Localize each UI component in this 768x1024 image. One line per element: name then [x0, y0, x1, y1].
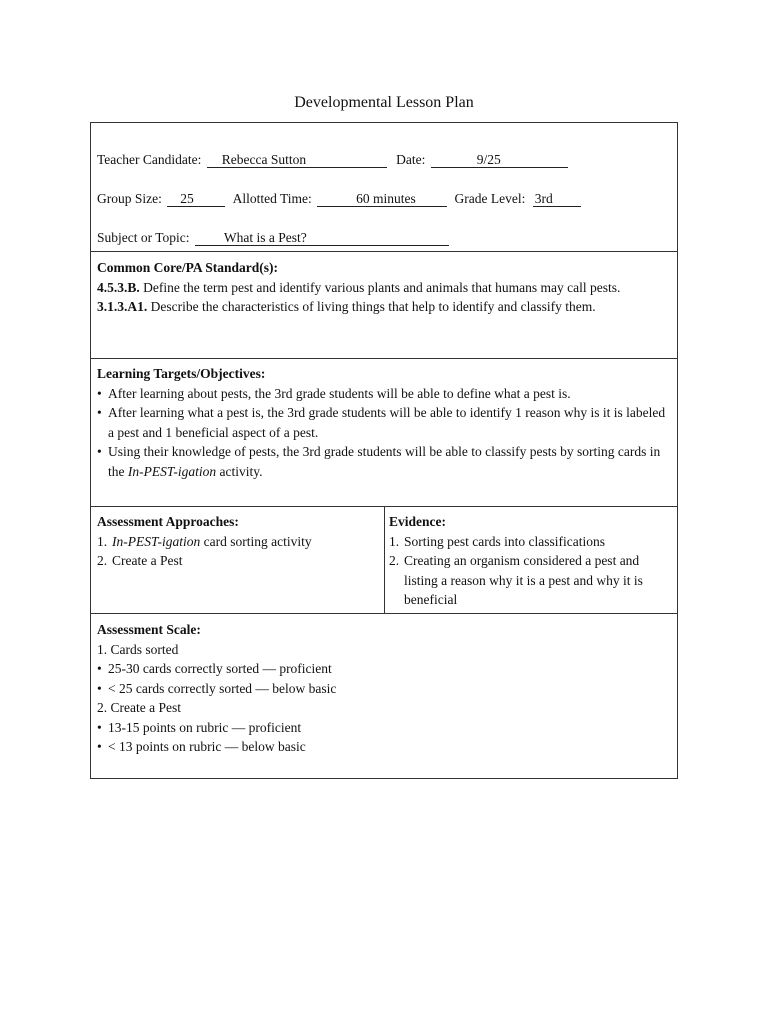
item-number: 1.	[389, 533, 400, 549]
header-section	[90, 122, 678, 252]
target-text-before: Using their knowledge of pests, the 3rd grade students will be able to classify pests by sorting cards in the	[108, 444, 661, 479]
standards-section	[90, 252, 678, 359]
assessment-scale-heading: Assessment Scale:	[97, 622, 201, 637]
teacher-date-row	[97, 150, 568, 170]
date-field[interactable]	[431, 152, 568, 168]
list-item: • 13-15 points on rubric — proficient	[97, 718, 671, 738]
evidence-section	[385, 507, 677, 613]
list-item	[389, 532, 671, 552]
assessment-evidence-row	[90, 507, 678, 614]
list-item: • < 25 cards correctly sorted — below basic	[97, 679, 671, 699]
list-item: • After learning about pests, the 3rd grade students will be able to define what a pest is.	[97, 384, 671, 404]
evidence-text: Creating an organism considered a pest and listing a reason why it is a pest and why it is beneficial	[404, 553, 643, 607]
standards-heading: Common Core/PA Standard(s):	[97, 260, 278, 275]
allotted-time-value: 60 minutes	[356, 191, 416, 206]
scale-bullets	[97, 659, 671, 698]
standard-code: 4.5.3.B.	[97, 279, 140, 295]
approach-text: card sorting activity	[200, 533, 312, 549]
evidence-heading: Evidence:	[389, 514, 446, 529]
list-item: • 25-30 cards correctly sorted — proficient	[97, 659, 671, 679]
list-item	[389, 551, 671, 610]
group-time-grade-row	[97, 189, 581, 209]
group-size-field[interactable]	[167, 191, 225, 207]
standard-code: 3.1.3.A1.	[97, 299, 148, 314]
date-label: Date:	[396, 152, 426, 167]
learning-targets-heading: Learning Targets/Objectives:	[97, 366, 266, 381]
assessment-approaches-heading: Assessment Approaches:	[97, 514, 239, 529]
list-item	[97, 551, 378, 571]
grade-level-field[interactable]	[533, 191, 581, 207]
standard-item	[97, 297, 671, 317]
assessment-approaches-section	[91, 507, 385, 613]
group-size-label: Group Size:	[97, 191, 162, 206]
evidence-text: Sorting pest cards into classifications	[404, 533, 605, 549]
scale-bullets	[97, 718, 671, 757]
allotted-time-field[interactable]	[317, 191, 447, 207]
subject-label: Subject or Topic:	[97, 230, 190, 245]
standard-text: Define the term pest and identify various plants and animals that humans may call pests.	[143, 279, 621, 295]
list-item	[97, 532, 378, 552]
target-text-after: activity.	[216, 463, 263, 479]
subject-value: What is a Pest?	[223, 230, 307, 245]
group-size-value: 25	[180, 191, 194, 206]
scale-line: 2. Create a Pest	[97, 700, 181, 715]
standard-text: Describe the characteristics of living things that help to identify and classify them.	[150, 299, 596, 314]
approach-text: Create a Pest	[112, 553, 183, 568]
learning-targets-list	[97, 384, 671, 482]
evidence-list	[389, 532, 671, 610]
item-number: 1.	[97, 533, 108, 549]
item-number: 2.	[389, 553, 400, 568]
date-value: 9/25	[476, 152, 501, 167]
allotted-time-label: Allotted Time:	[232, 191, 312, 206]
scale-line: 1. Cards sorted	[97, 641, 179, 657]
activity-name: In-PEST-igation	[112, 533, 201, 549]
learning-targets-section	[90, 359, 678, 507]
assessment-approaches-list	[97, 532, 378, 571]
activity-name: In-PEST-igation	[127, 463, 217, 479]
teacher-label: Teacher Candidate:	[97, 152, 202, 167]
assessment-scale-section	[90, 614, 678, 779]
item-number: 2.	[97, 553, 108, 568]
grade-level-value: 3rd	[534, 191, 553, 206]
list-item	[97, 442, 671, 481]
page-title: Developmental Lesson Plan	[294, 94, 474, 111]
list-item: • < 13 points on rubric — below basic	[97, 737, 671, 757]
list-item: • After learning what a pest is, the 3rd grade students will be able to identify 1 reason why is it is labeled a pest and 1 beneficial aspect of a pest.	[97, 403, 671, 442]
subject-field[interactable]	[195, 230, 449, 246]
teacher-value: Rebecca Sutton	[221, 152, 307, 167]
teacher-field[interactable]	[207, 152, 387, 168]
grade-level-label: Grade Level:	[454, 191, 526, 206]
lesson-plan-form	[90, 122, 678, 779]
subject-row	[97, 228, 449, 248]
standard-item	[97, 278, 671, 298]
